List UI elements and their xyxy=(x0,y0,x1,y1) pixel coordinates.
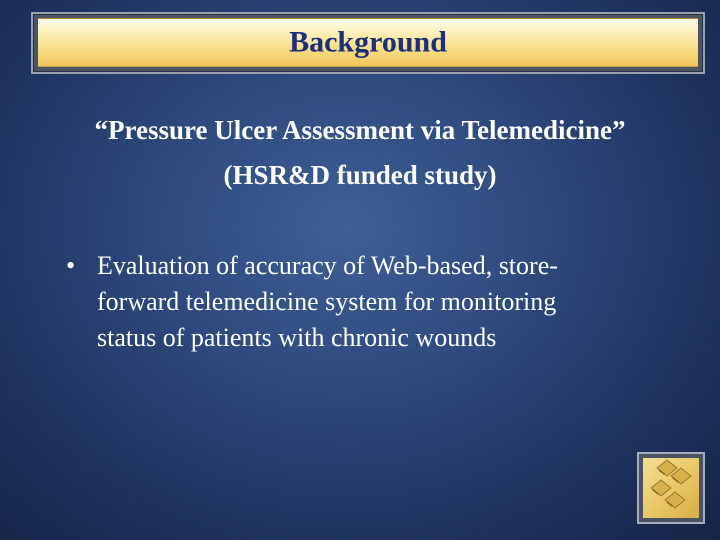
subtitle-line-1: “Pressure Ulcer Assessment via Telemedicine” xyxy=(94,115,626,145)
vamc-logo xyxy=(637,452,705,524)
title-banner xyxy=(38,18,698,67)
bullet-list xyxy=(66,248,666,356)
bullet-item xyxy=(66,248,666,356)
bullet-marker: • xyxy=(66,251,76,280)
subtitle-line-2: (HSR&D funded study) xyxy=(223,160,497,190)
bullet-text-line-2: forward telemedicine system for monitoring xyxy=(97,287,557,316)
slide-title: Background xyxy=(289,24,447,58)
bullet-text-line-1: Evaluation of accuracy of Web-based, store- xyxy=(97,251,558,280)
study-subtitle xyxy=(20,108,700,198)
vamc-diamond-logo-icon xyxy=(643,458,699,518)
bullet-text-line-3: status of patients with chronic wounds xyxy=(97,323,497,352)
title-frame xyxy=(31,12,705,74)
